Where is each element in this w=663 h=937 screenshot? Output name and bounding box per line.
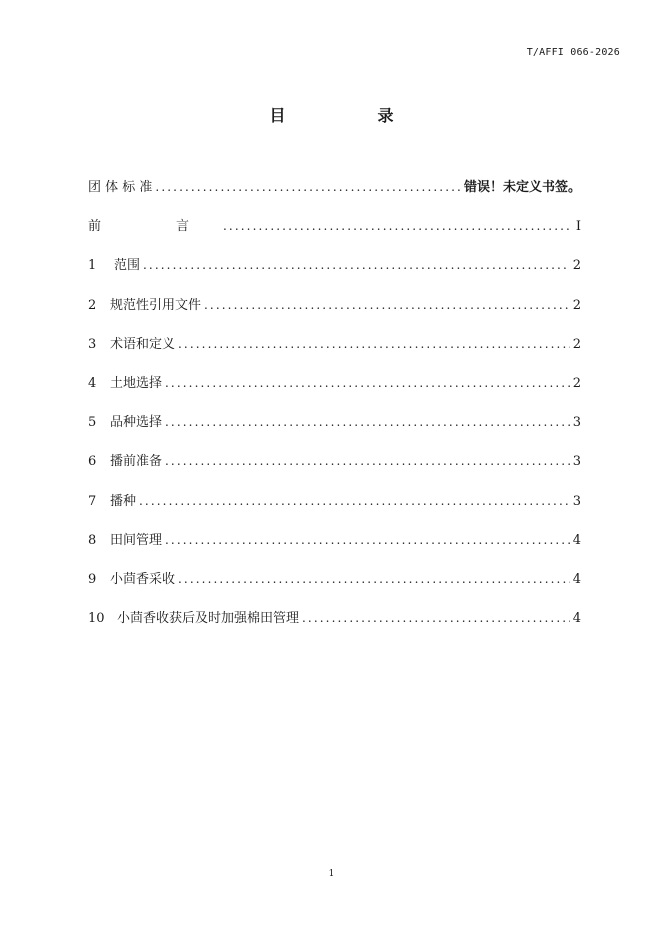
toc-entry-1[interactable]	[88, 254, 581, 293]
document-code: T/AFFI 066-2026	[526, 47, 620, 58]
toc-entry-label: 小茴香采收	[110, 571, 176, 587]
toc-leader-dots	[165, 415, 570, 429]
toc-entry-number: 5	[88, 415, 97, 431]
toc-entry-number: 2	[88, 297, 97, 313]
toc-entry-label: 前 言	[88, 219, 221, 235]
page-number: 1	[328, 869, 335, 879]
toc-bookmark-error: 错误！未定义书签。	[463, 180, 581, 195]
toc-entry-6[interactable]	[88, 450, 581, 489]
toc-entry-page: 4	[572, 571, 581, 587]
toc-leader-dots	[139, 494, 570, 508]
toc-entry-3[interactable]	[88, 333, 581, 372]
toc-leader-dots	[302, 611, 570, 625]
toc-entry-label: 土地选择	[110, 375, 163, 391]
toc-entry-label: 播种	[110, 493, 137, 509]
toc-entry-label: 规范性引用文件	[110, 297, 202, 313]
toc-leader-dots	[204, 298, 570, 312]
toc-entry-page: 3	[572, 454, 581, 470]
toc-leader-dots	[165, 376, 570, 390]
toc-entry-label: 团 体 标 准	[88, 180, 153, 195]
toc-leader-dots	[155, 180, 461, 194]
toc-entry-label: 小茴香收获后及时加强棉田管理	[117, 611, 300, 627]
toc-leader-dots	[178, 337, 570, 351]
toc-entry-label: 田间管理	[110, 532, 163, 548]
toc-entry-number: 7	[88, 493, 97, 509]
toc-entry-number: 9	[88, 571, 97, 587]
toc-entry-foreword[interactable]	[88, 215, 581, 254]
toc-entry-label: 范围	[114, 258, 141, 274]
toc-entry-number: 1	[88, 258, 97, 274]
toc-entry-number: 6	[88, 454, 97, 470]
toc-entry-9[interactable]	[88, 568, 581, 607]
toc-entry-page: 4	[572, 532, 581, 548]
toc-list	[88, 176, 581, 646]
toc-entry-number: 10	[88, 611, 105, 627]
toc-entry-page: 2	[572, 297, 581, 313]
toc-entry-5[interactable]	[88, 411, 581, 450]
toc-entry-page: 2	[572, 375, 581, 391]
toc-entry-page: 4	[572, 611, 581, 627]
toc-entry-page: 3	[572, 415, 581, 431]
toc-entry-4[interactable]	[88, 372, 581, 411]
toc-leader-dots	[165, 533, 570, 547]
toc-entry-10[interactable]	[88, 607, 581, 646]
toc-entry-label: 播前准备	[110, 454, 163, 470]
toc-entry-page: I	[575, 219, 581, 235]
toc-entry-label: 品种选择	[110, 415, 163, 431]
toc-entry-8[interactable]	[88, 529, 581, 568]
toc-leader-dots	[223, 219, 570, 233]
toc-entry-7[interactable]	[88, 490, 581, 529]
toc-entry-page: 2	[572, 258, 581, 274]
toc-leader-dots	[178, 572, 570, 586]
toc-entry-number: 3	[88, 336, 97, 352]
toc-entry-page: 2	[572, 336, 581, 352]
toc-leader-dots	[143, 258, 570, 272]
toc-title: 目 录	[269, 106, 432, 125]
toc-entry-label: 术语和定义	[110, 336, 176, 352]
toc-entry-standard[interactable]	[88, 176, 581, 215]
toc-entry-number: 4	[88, 375, 97, 391]
toc-leader-dots	[165, 454, 570, 468]
toc-entry-page: 3	[572, 493, 581, 509]
toc-entry-2[interactable]	[88, 294, 581, 333]
toc-entry-number: 8	[88, 532, 97, 548]
